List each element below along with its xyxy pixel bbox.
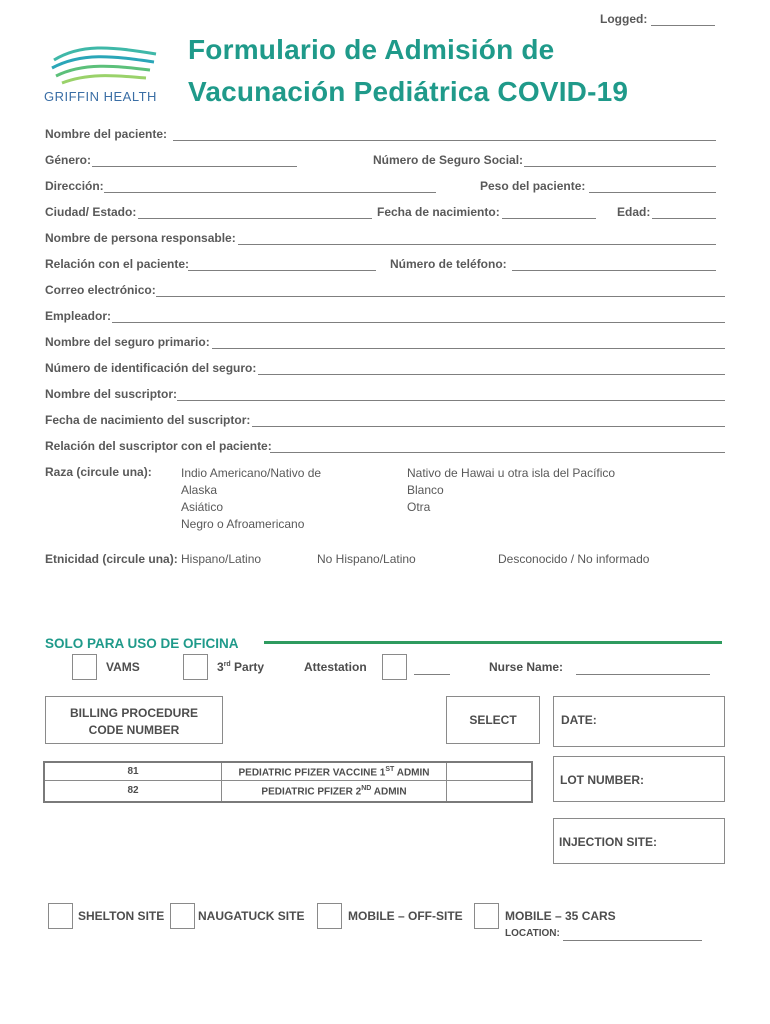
age-label: Edad: [617,205,651,219]
ethnicity-option[interactable]: Desconocido / No informado [498,552,650,566]
weight-field[interactable] [589,192,716,193]
shelton-site-label: SHELTON SITE [78,909,165,923]
insurance-field[interactable] [212,348,725,349]
ssn-field[interactable] [524,166,716,167]
ethnicity-label: Etnicidad (circule una): [45,552,178,566]
ethnicity-option[interactable]: Hispano/Latino [181,552,262,566]
injection-site-box[interactable] [553,818,725,864]
phone-field[interactable] [512,270,716,271]
race-option[interactable]: Negro o Afroamericano [181,517,305,531]
billing-table-row-divider [45,780,531,781]
insurance-id-label: Número de identificación del seguro: [45,361,257,375]
address-field[interactable] [104,192,436,193]
ethnicity-option[interactable]: No Hispano/Latino [317,552,416,566]
vams-label: VAMS [106,660,140,674]
billing-description-cell: PEDIATRIC PFIZER 2ND ADMIN [261,785,407,798]
race-option[interactable]: Otra [407,500,431,514]
race-option[interactable]: Indio Americano/Nativo de [181,466,322,480]
race-option[interactable]: Blanco [407,483,444,497]
select-box [446,696,540,744]
gender-field[interactable] [92,166,297,167]
relation-label: Relación con el paciente: [45,257,190,271]
brand-name: GRIFFIN HEALTH [44,89,157,104]
subscriber-relation-label: Relación del suscriptor con el paciente: [45,439,272,453]
address-label: Dirección: [45,179,104,193]
subscriber-dob-label: Fecha de nacimiento del suscriptor: [45,413,251,427]
mobile-off-site-checkbox[interactable] [317,903,342,929]
third-party-label: 3rd Party [217,660,265,674]
lot-number-label: LOT NUMBER: [560,773,644,787]
city-state-label: Ciudad/ Estado: [45,205,137,219]
logged-field[interactable] [651,25,715,26]
email-field[interactable] [156,296,725,297]
billing-label-line2: CODE NUMBER [88,723,180,737]
location-field[interactable] [563,940,702,941]
mobile-off-site-label: MOBILE – OFF-SITE [348,909,463,923]
race-label: Raza (circule una): [45,465,152,479]
billing-code-cell: 82 [127,785,139,796]
attestation-field[interactable] [414,674,450,675]
relation-field[interactable] [188,270,376,271]
vams-checkbox[interactable] [72,654,97,680]
responsible-label: Nombre de persona responsable: [45,231,236,245]
dob-label: Fecha de nacimiento: [377,205,500,219]
nurse-label: Nurse Name: [489,660,564,674]
select-label: SELECT [469,713,517,727]
griffin-health-logo-icon [50,38,160,90]
logged-label: Logged: [600,12,648,26]
age-field[interactable] [652,218,716,219]
ssn-label: Número de Seguro Social: [373,153,524,167]
responsible-field[interactable] [238,244,716,245]
subscriber-relation-field[interactable] [270,452,725,453]
employer-field[interactable] [112,322,725,323]
billing-code-cell: 81 [127,766,139,777]
attestation-label: Attestation [304,660,367,674]
office-heading: SOLO PARA USO DE OFICINA [45,636,239,651]
form-title-line1: Formulario de Admisión de [188,34,555,65]
insurance-label: Nombre del seguro primario: [45,335,210,349]
form-title-line2: Vacunación Pediátrica COVID-19 [188,76,629,107]
race-option[interactable]: Asiático [181,500,224,514]
billing-code-box [45,696,223,744]
date-box[interactable] [553,696,725,747]
location-label: LOCATION: [505,928,560,939]
subscriber-field[interactable] [177,400,725,401]
gender-label: Género: [45,153,92,167]
weight-label: Peso del paciente: [480,179,586,193]
subscriber-label: Nombre del suscriptor: [45,387,178,401]
subscriber-dob-field[interactable] [252,426,725,427]
race-option[interactable]: Nativo de Hawai u otra isla del Pacífico [407,466,616,480]
date-label: DATE: [561,713,597,727]
race-option[interactable]: Alaska [181,483,218,497]
insurance-id-field[interactable] [258,374,725,375]
lot-number-box[interactable] [553,756,725,802]
mobile-35-cars-checkbox[interactable] [474,903,499,929]
email-label: Correo electrónico: [45,283,156,297]
patient-name-label: Nombre del paciente: [45,127,168,141]
third-party-checkbox[interactable] [183,654,208,680]
attestation-checkbox[interactable] [382,654,407,680]
dob-field[interactable] [502,218,596,219]
patient-name-field[interactable] [173,140,716,141]
billing-label-line1: BILLING PROCEDURE [69,706,198,720]
city-state-field[interactable] [138,218,372,219]
office-divider [264,641,722,644]
phone-label: Número de teléfono: [390,257,507,271]
mobile-35-cars-label: MOBILE – 35 CARS [505,909,616,923]
billing-select-cell[interactable] [447,763,529,780]
billing-select-cell[interactable] [447,782,529,799]
employer-label: Empleador: [45,309,112,323]
injection-site-label: INJECTION SITE: [559,835,658,849]
naugatuck-site-checkbox[interactable] [170,903,195,929]
naugatuck-site-label: NAUGATUCK SITE [198,909,305,923]
shelton-site-checkbox[interactable] [48,903,73,929]
billing-description-cell: PEDIATRIC PFIZER VACCINE 1ST ADMIN [238,766,430,779]
nurse-field[interactable] [576,674,710,675]
